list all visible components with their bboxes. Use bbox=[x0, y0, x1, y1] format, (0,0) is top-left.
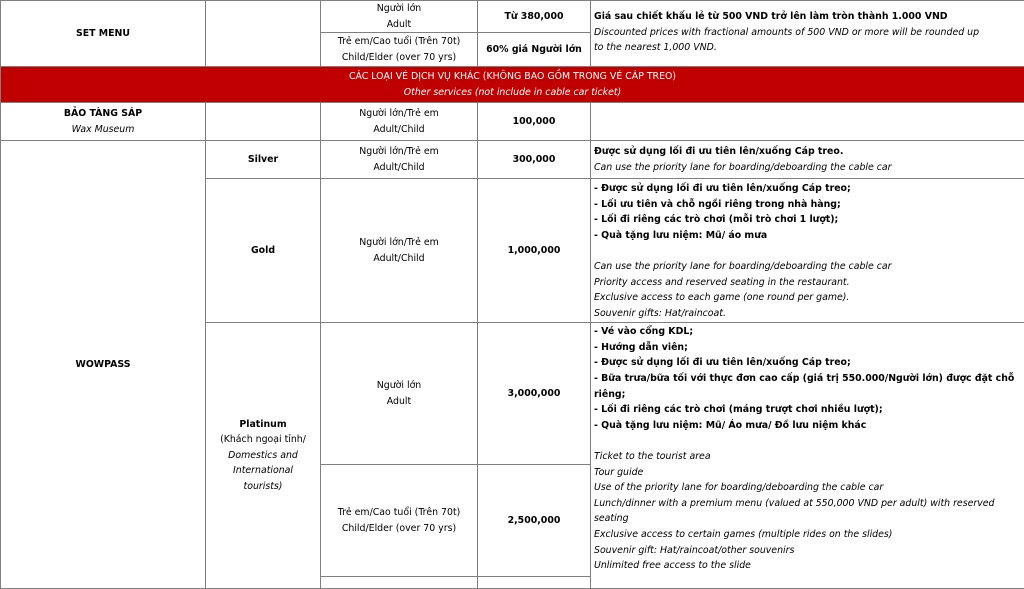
set-menu-row-adult bbox=[1, 1, 1024, 33]
benefit-item: - Được sử dụng lối đi ưu tiên lên/xuống Cáp treo; bbox=[594, 181, 1020, 197]
benefit-item: - Lối ưu tiên và chỗ ngồi riêng trong nhà hàng; bbox=[594, 197, 1020, 213]
wax-museum-price: 100,000 bbox=[478, 103, 591, 141]
benefit-item: Lunch/dinner with a premium menu (valued at 550,000 VND per adult) with reserved seating bbox=[594, 496, 1020, 527]
benefit-item: Tour guide bbox=[594, 465, 1020, 481]
wowpass-silver-desc: Được sử dụng lối đi ưu tiên lên/xuống Cáp treo. Can use the priority lane for boarding/deboarding the cable car bbox=[591, 141, 1024, 179]
set-menu-price-adult: Từ 380,000 bbox=[478, 1, 591, 33]
benefit-item: Ticket to the tourist area bbox=[594, 449, 1020, 465]
other-services-header bbox=[1, 67, 1024, 103]
wowpass-label: WOWPASS bbox=[1, 141, 206, 589]
wax-museum-desc bbox=[591, 103, 1024, 141]
wax-museum-row bbox=[1, 103, 1024, 141]
benefit-item: Exclusive access to certain games (multiple rides on the slides) bbox=[594, 527, 1020, 543]
benefit-item: Souvenir gift: Hat/raincoat/other souvenirs bbox=[594, 543, 1020, 559]
wax-museum-audience: Người lớn/Trẻ em Adult/Child bbox=[321, 103, 478, 141]
set-menu-label: SET MENU bbox=[1, 1, 206, 67]
set-menu-audience-adult: Người lớn Adult bbox=[321, 1, 478, 33]
tail-cell bbox=[478, 577, 591, 589]
wowpass-platinum-tier: Platinum (Khách ngoại tỉnh/ Domestics and International tourists) bbox=[206, 323, 321, 589]
benefit-item: - Hướng dẫn viên; bbox=[594, 340, 1020, 356]
benefit-item: Souvenir gifts: Hat/raincoat. bbox=[594, 306, 1020, 322]
benefit-item: - Quà tặng lưu niệm: Mũ/ áo mưa bbox=[594, 228, 1020, 244]
wowpass-gold-audience: Người lớn/Trẻ em Adult/Child bbox=[321, 179, 478, 323]
set-menu-tier-cell bbox=[206, 1, 321, 67]
wowpass-gold-tier: Gold bbox=[206, 179, 321, 323]
wowpass-silver-row bbox=[1, 141, 1024, 179]
benefit-item: - Bữa trưa/bữa tối với thực đơn cao cấp (giá trị 550.000/Người lớn) được đặt chỗ riêng; bbox=[594, 371, 1020, 402]
set-menu-price-child: 60% giá Người lớn bbox=[478, 33, 591, 67]
wowpass-silver-price: 300,000 bbox=[478, 141, 591, 179]
other-services-title: CÁC LOẠI VÉ DỊCH VỤ KHÁC (KHÔNG BAO GỒM TRONG VÉ CÁP TREO) Other services (not include in cable car ticket) bbox=[1, 67, 1024, 103]
wowpass-silver-audience: Người lớn/Trẻ em Adult/Child bbox=[321, 141, 478, 179]
benefit-item: - Lối đi riêng các trò chơi (máng trượt chơi nhiều lượt); bbox=[594, 402, 1020, 418]
set-menu-audience-child: Trẻ em/Cao tuổi (Trên 70t) Child/Elder (over 70 yrs) bbox=[321, 33, 478, 67]
wowpass-silver-tier: Silver bbox=[206, 141, 321, 179]
wax-museum-tier-cell bbox=[206, 103, 321, 141]
benefit-item: Unlimited free access to the slide bbox=[594, 558, 1020, 574]
benefit-item: - Được sử dụng lối đi ưu tiên lên/xuống Cáp treo; bbox=[594, 355, 1020, 371]
wowpass-platinum-audience-adult: Người lớn Adult bbox=[321, 323, 478, 465]
wowpass-platinum-price-child: 2,500,000 bbox=[478, 465, 591, 577]
benefit-item: - Lối đi riêng các trò chơi (mỗi trò chơi 1 lượt); bbox=[594, 212, 1020, 228]
wowpass-platinum-desc bbox=[591, 323, 1024, 589]
wowpass-gold-desc bbox=[591, 179, 1024, 323]
wowpass-platinum-audience-child: Trẻ em/Cao tuổi (Trên 70t) Child/Elder (over 70 yrs) bbox=[321, 465, 478, 577]
wowpass-gold-price: 1,000,000 bbox=[478, 179, 591, 323]
benefit-item: - Vé vào cổng KDL; bbox=[594, 324, 1020, 340]
tail-cell bbox=[321, 577, 478, 589]
benefit-item: Use of the priority lane for boarding/deboarding the cable car bbox=[594, 480, 1020, 496]
benefit-item: Exclusive access to each game (one round per game). bbox=[594, 290, 1020, 306]
wowpass-platinum-price-adult: 3,000,000 bbox=[478, 323, 591, 465]
benefit-item: Priority access and reserved seating in the restaurant. bbox=[594, 275, 1020, 291]
set-menu-note: Giá sau chiết khấu lẻ từ 500 VND trở lên làm tròn thành 1.000 VND Discounted prices with fractional amounts of 500 VND or more will be rounded up to the nearest 1,000 VND. bbox=[591, 1, 1024, 67]
benefit-item: - Quà tặng lưu niệm: Mũ/ Áo mưa/ Đồ lưu niệm khác bbox=[594, 418, 1020, 434]
wax-museum-name: BẢO TÀNG SÁP Wax Museum bbox=[1, 103, 206, 141]
benefit-item: Can use the priority lane for boarding/deboarding the cable car bbox=[594, 259, 1020, 275]
